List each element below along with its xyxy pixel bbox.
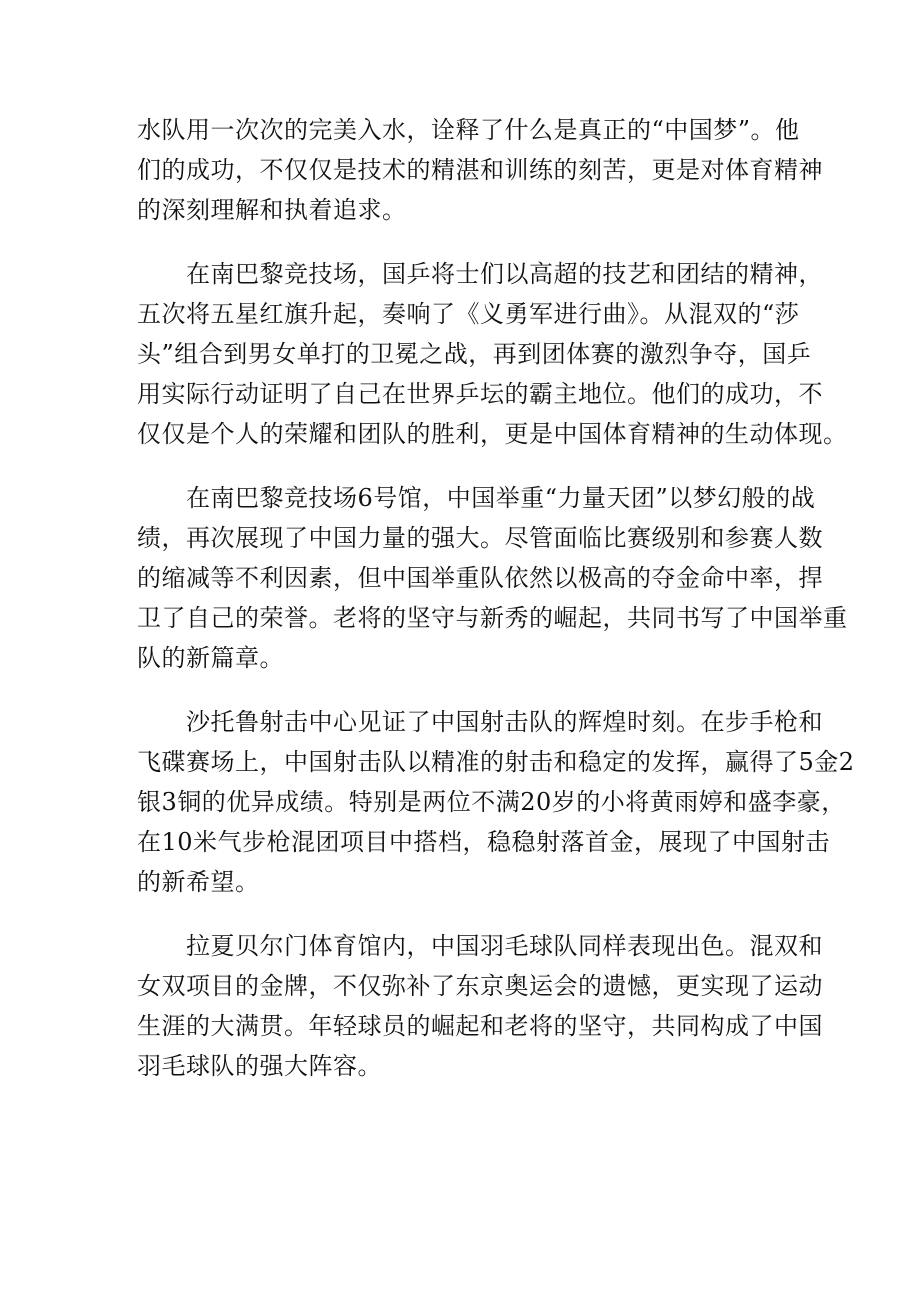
text-line: 沙托鲁射击中心见证了中国射击队的辉煌时刻。在步手枪和 <box>137 708 823 736</box>
paragraph-gap <box>137 454 797 478</box>
paragraph-badminton <box>137 926 823 1086</box>
text-line: 的缩减等不利因素，但中国举重队依然以极高的夺金命中率，捍 <box>137 564 823 592</box>
paragraph-table-tennis <box>137 254 848 454</box>
text-line: 在南巴黎竞技场，国乒将士们以高超的技艺和团结的精神， <box>137 260 823 288</box>
text-line: 的新希望。 <box>137 868 260 896</box>
text-line: 绩，再次展现了中国力量的强大。尽管面临比赛级别和参赛人数 <box>137 524 823 552</box>
paragraph-gap <box>137 678 797 702</box>
text-line: 水队用一次次的完美入水，诠释了什么是真正的“中国梦”。他 <box>137 116 800 144</box>
paragraph-gap <box>137 902 797 926</box>
paragraph-gap <box>137 230 797 254</box>
paragraph-weightlifting <box>137 478 848 678</box>
text-line: 仅仅是个人的荣耀和团队的胜利，更是中国体育精神的生动体现。 <box>137 420 848 448</box>
article-body <box>137 110 855 1086</box>
text-line: 生涯的大满贯。年轻球员的崛起和老将的坚守，共同构成了中国 <box>137 1012 823 1040</box>
text-line: 飞碟赛场上，中国射击队以精准的射击和稳定的发挥，赢得了5金2 <box>137 748 855 776</box>
text-line: 在10米气步枪混团项目中搭档，稳稳射落首金，展现了中国射击 <box>137 828 831 856</box>
text-line: 在南巴黎竞技场6号馆，中国举重“力量天团”以梦幻般的战 <box>137 484 816 512</box>
text-line: 队的新篇章。 <box>137 644 284 672</box>
paragraph-diving <box>137 110 823 230</box>
text-line: 拉夏贝尔门体育馆内，中国羽毛球队同样表现出色。混双和 <box>137 932 823 960</box>
text-line: 们的成功，不仅仅是技术的精湛和训练的刻苦，更是对体育精神 <box>137 156 823 184</box>
text-line: 银3铜的优异成绩。特别是两位不满20岁的小将黄雨婷和盛李豪， <box>137 788 846 816</box>
text-line: 头”组合到男女单打的卫冕之战，再到团体赛的激烈争夺，国乒 <box>137 340 812 368</box>
text-line: 用实际行动证明了自己在世界乒坛的霸主地位。他们的成功，不 <box>137 380 823 408</box>
paragraph-shooting <box>137 702 855 902</box>
text-line: 卫了自己的荣誉。老将的坚守与新秀的崛起，共同书写了中国举重 <box>137 604 848 632</box>
text-line: 羽毛球队的强大阵容。 <box>137 1052 382 1080</box>
text-line: 的深刻理解和执着追求。 <box>137 196 407 224</box>
text-line: 五次将五星红旗升起，奏响了《义勇军进行曲》。从混双的“莎 <box>137 300 800 328</box>
text-line: 女双项目的金牌，不仅弥补了东京奥运会的遗憾，更实现了运动 <box>137 972 823 1000</box>
